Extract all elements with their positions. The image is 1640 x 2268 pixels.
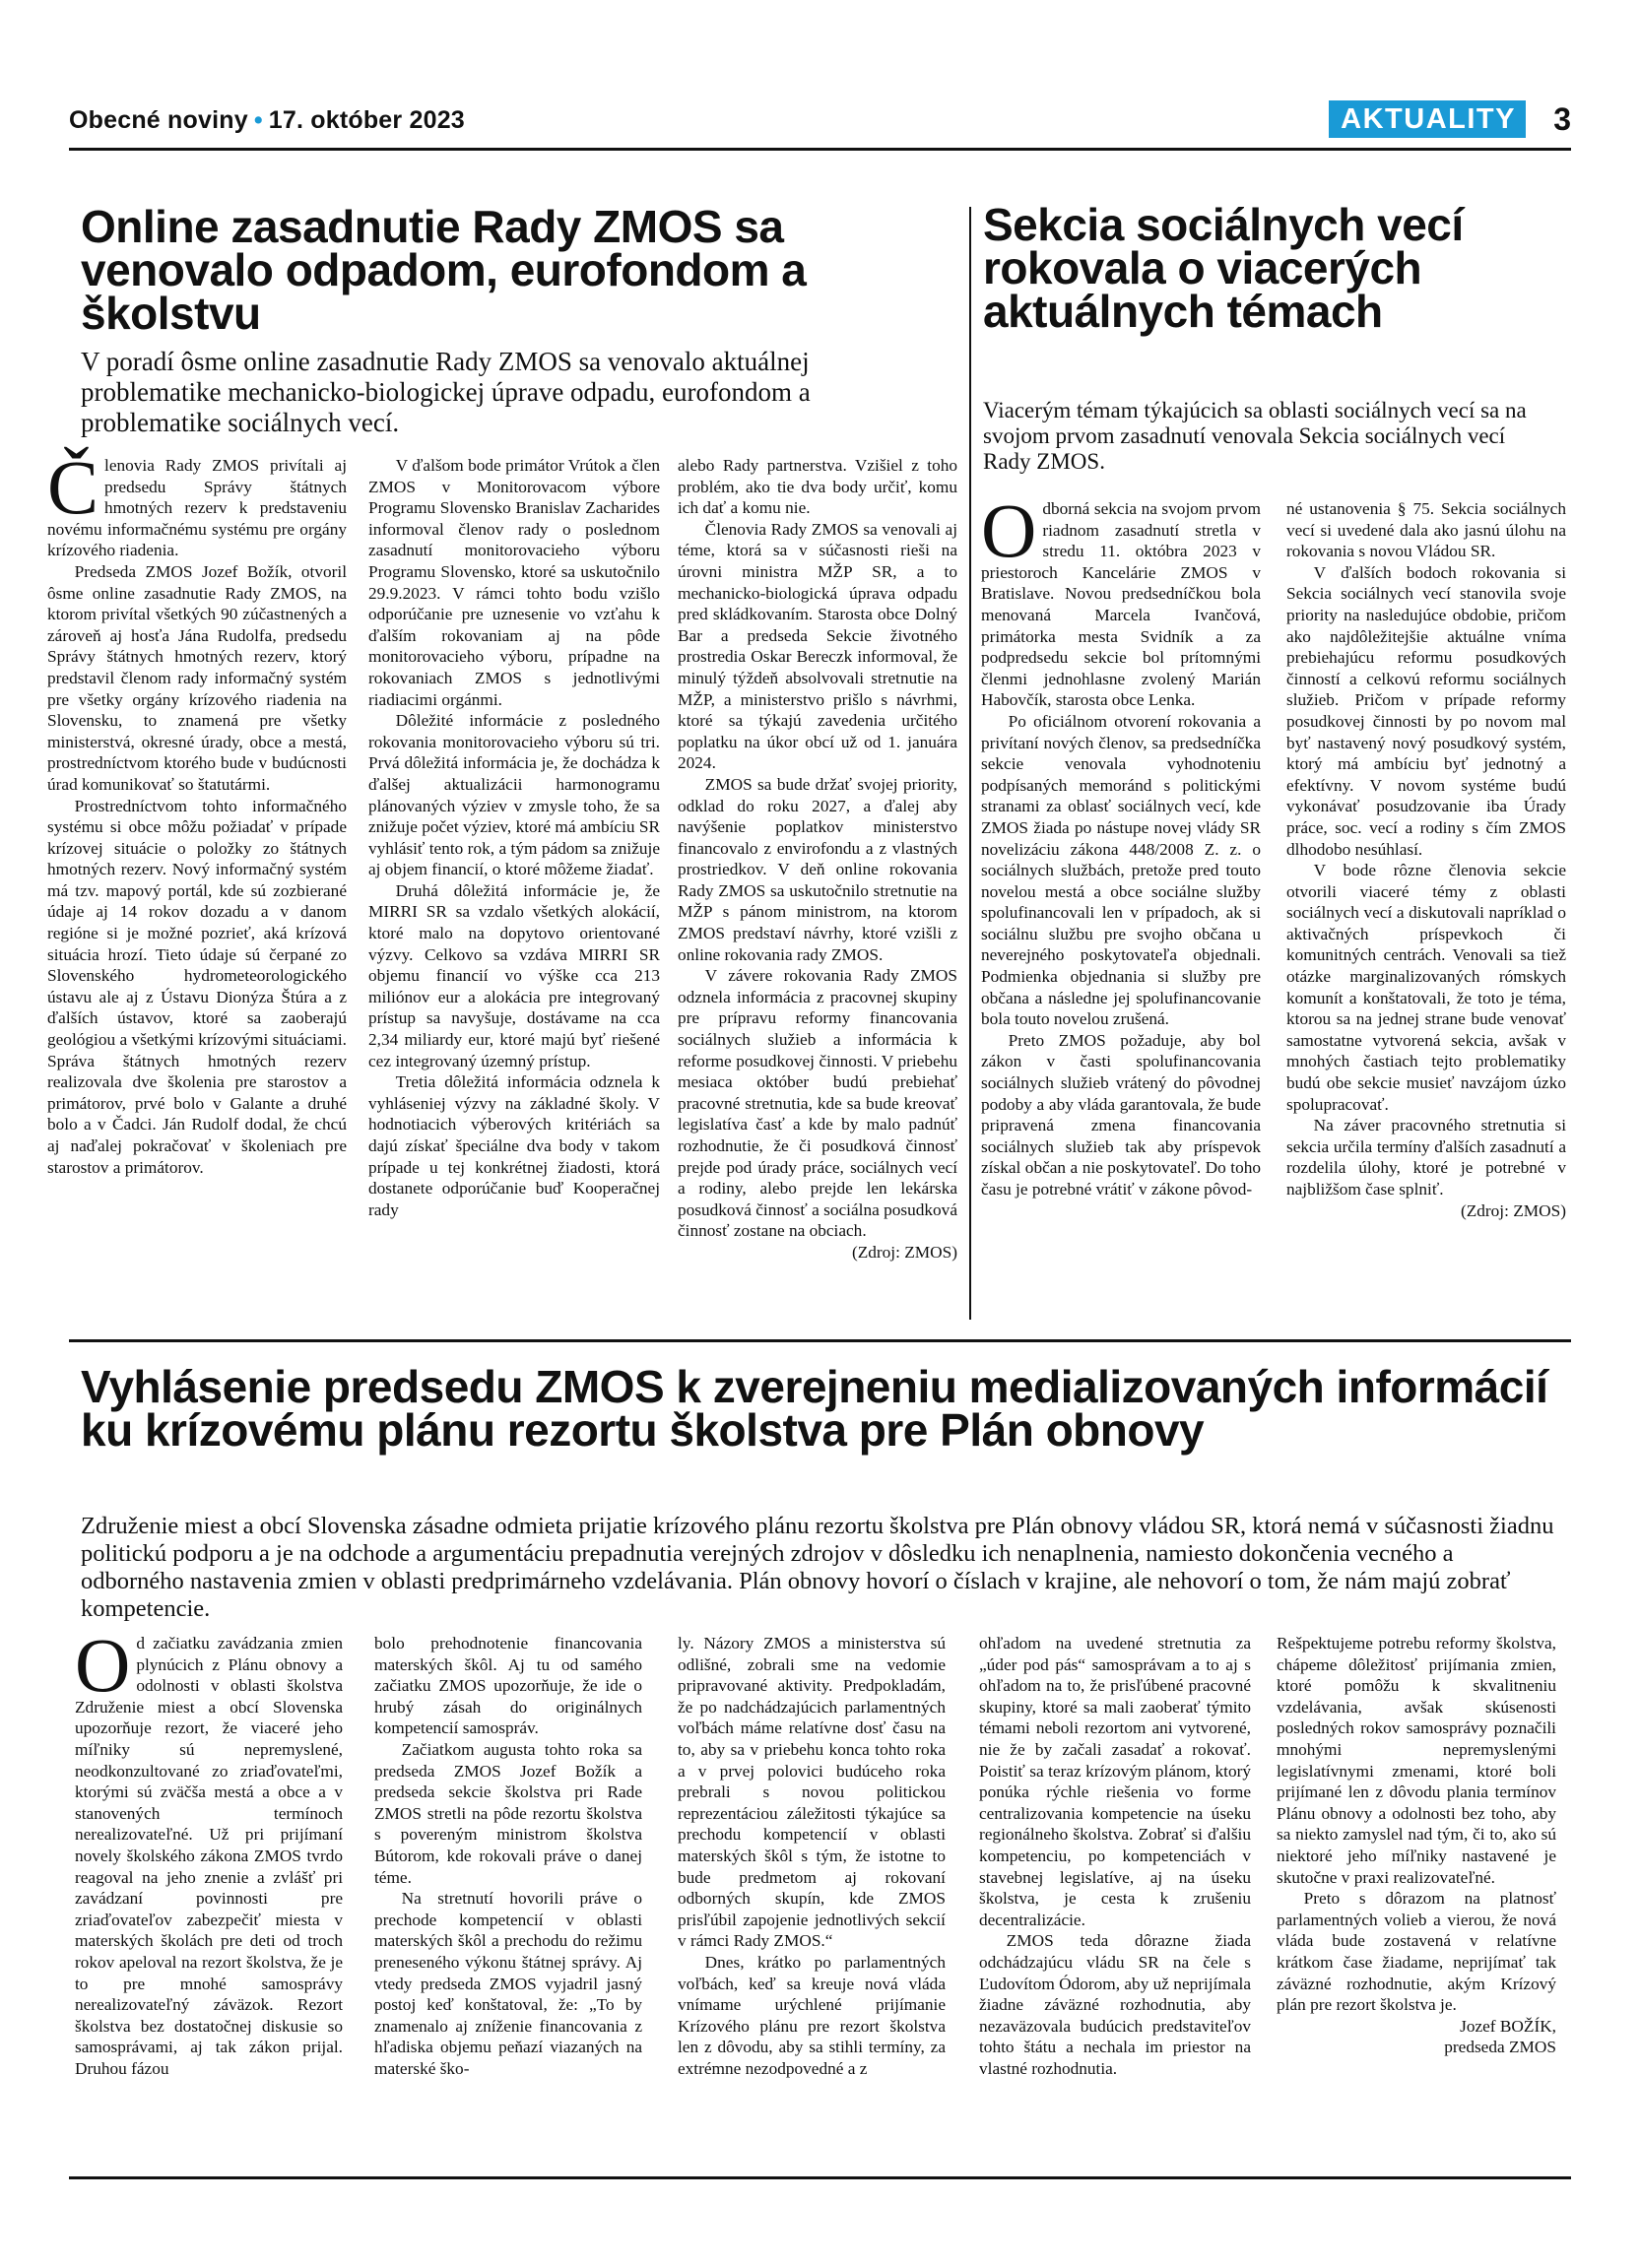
signature-name: Jozef BOŽÍK,	[1460, 2016, 1556, 2036]
footer-rule	[69, 2176, 1571, 2179]
paragraph: V ďalšom bode primátor Vrútok a člen ZMOS v Monitorovacom výbore Programu Slovensko Branislav Zacharides informoval členov rady o poslednom zasadnutí monitorovacieho výboru Programu Slovensko, ktoré sa uskutočnilo 29.9.2023. V rámci tohto bodu vzišlo odporúčanie pre uznesenie vo vzťahu k ďalším rokovaniam aj na pôde monitorovacieho výboru, prípadne na rokovaniach ZMOS s jednotlivými riadiacimi orgánmi.	[368, 456, 660, 709]
paper-name: Obecné noviny	[69, 106, 248, 134]
paragraph: V bode rôzne členovia sekcie otvorili viaceré témy z oblasti sociálnych vecí a diskutovali napríklad o aktivačných príspevkoch či komunitných centrách. Venovali sa tiež otázke marginalizovaných rómskych komunít a konštatovali, že toto je téma, ktorou sa na jednej strane bude venovať samostatne vytvorená sekcia, avšak v mnohých častiach tejto problematiky budú obe sekcie musieť navzájom úzko spolupracovať.	[1286, 861, 1566, 1114]
paragraph: ohľadom na uvedené stretnutia za „úder pod pás“ samosprávam a to aj s ohľadom na to, že prisľúbené pracovné skupiny, ktoré sa mali zaoberať týmito témami neboli rezortom ani vytvorené, nie že by začali zasadať a rokovať. Poistiť sa teraz krízovým plánom, ktorý ponúka rýchle riešenia vo forme centralizovania kompetencie na úseku regionálneho školstva. Zobrať si ďalšiu kompetenciu, po kompetenciách v stavebnej legislatíve, aj na úseku školstva, je cesta k zrušeniu decentralizácie.	[979, 1634, 1251, 1929]
section-divider	[69, 1339, 1571, 1342]
article3-column-2	[374, 1633, 642, 2079]
paragraph: Predseda ZMOS Jozef Božík, otvoril ôsme online zasadnutie Rady ZMOS, na ktorom privítal všetkých 90 zúčastnených a zároveň aj hosťa Jána Rudolfa, predsedu Správy štátnych hmotných rezerv, ktorý predstavil členom rady informačný systém pre všetky orgány krízového riadenia na Slovensku, to znamená pre všetky ministerstvá, okresné úrady, obce a mestá, prostredníctvom ktorého bude v budúcnosti úrad komunikovať so štatutármi.	[47, 561, 347, 794]
article1-lead: V poradí ôsme online zasadnutie Rady ZMOS sa venovalo aktuálnej problematike mechanicko-biologickej úprave odpadu, eurofondom a problematike sociálnych vecí.	[81, 347, 811, 437]
paragraph: d začiatku zavádzania zmien plynúcich z Plánu obnovy a odolnosti v oblasti školstva Združenie miest a obcí Slovenska upozorňuje rezort, že viaceré jeho míľniky sú nepremyslené, neodkonzultované zo zriaďovateľmi, ktorými sú zväčša mestá a obce a v stanovených termínoch nerealizovateľné. Už pri prijímaní novely školského zákona ZMOS tvrdo reagoval na jeho znenie a zvlášť pri zavádzaní povinnosti pre zriaďovateľov zabezpečiť miesta v materských školách pre deti od troch rokov apeloval na rezort školstva, že je to pre mnohé samosprávy nerealizovateľný záväzok. Rezort školstva bez dostatočnej diskusie so samosprávami, aj tak zákon prijal. Druhou fázou	[75, 1634, 343, 2078]
article1-column-2	[368, 455, 660, 1220]
paragraph: Dôležité informácie z posledného rokovania monitorovacieho výboru sú tri. Prvá dôležitá informácia je, že dochádza k ďalšej aktualizácii harmonogramu plánovaných výziev v zmysle toho, že sa znižuje počet výziev, ktoré má ambíciu SR vyhlásiť tento rok, a tým pádom sa znižuje aj objem financií, o ktoré môžeme žiadať.	[368, 711, 660, 879]
article3-title: Vyhlásenie predsedu ZMOS k zverejneniu medializovaných informácií ku krízovému plánu rezortu školstva pre Plán obnovy	[81, 1361, 1548, 1456]
paragraph: Začiatkom augusta tohto roka sa predseda ZMOS Jozef Božík a predseda sekcie školstva pri Rade ZMOS stretli na pôde rezortu školstva s povereným ministrom školstva Bútorom, kde rokovali práve o danej téme.	[374, 1739, 642, 1887]
article3-column-5	[1277, 1633, 1556, 2058]
article2-column-1	[981, 487, 1261, 1200]
article1-column-3	[678, 455, 957, 1264]
article3-lead: Združenie miest a obcí Slovenska zásadne odmieta prijatie krízového plánu rezortu školstva pre Plán obnovy vládou SR, ktorá nemá v súčasnosti žiadnu politickú podporu a je na odchode a argumentáciu prepadnutia verejných zdrojov v dôsledku ich nenaplnenia, namiesto dokončenia vecného a odborného nastavenia zmien v oblasti predprimárneho vzdelávania. Plán obnovy hovorí o číslach v krajine, ale nehovorí o tom, že nám majú zobrať kompetencie.	[81, 1513, 1554, 1622]
paragraph: né ustanovenia § 75. Sekcia sociálnych vecí si uvedené dala ako jasnú úlohu na rokovania s novou Vládou SR.	[1286, 499, 1566, 561]
paragraph: V ďalších bodoch rokovania si Sekcia sociálnych vecí stanovila svoje priority na nasledujúce obdobie, pričom ako najdôležitejšie aktuálne vníma prebiehajúcu reformu posudkových činností a celkovú reformu sociálnych služieb. Pričom v prípade reformy posudkovej činnosti by po novom mal byť nastavený nový posudkový systém, ktorý má ambíciu byť jednotný a efektívny. V novom systéme budú vykonávať posudzovanie iba Úrady práce, soc. vecí a rodiny s čím ZMOS dlhodobo nesúhlasí.	[1286, 562, 1566, 859]
article3-column-4	[979, 1633, 1251, 2079]
masthead-rule	[69, 148, 1571, 151]
paragraph: dborná sekcia na svojom prvom riadnom zasadnutí stretla v stredu 11. októbra 2023 v priestoroch Kancelárie ZMOS v Bratislave. Novou predsedníčkou bola menovaná Marcela Ivančová, primátorka mesta Svidník a za podpredsedu sekcie bol prítomnými členmi jednohlasne zvolený Marián Habovčík, starosta obce Lenka.	[981, 499, 1261, 710]
masthead-separator: •	[253, 106, 263, 134]
article3-column-3	[678, 1633, 946, 2079]
article3-dropcap: O	[75, 1622, 131, 1708]
article2-source: (Zdroj: ZMOS)	[1460, 1200, 1566, 1220]
masthead	[69, 101, 1571, 146]
article1-dropcap: Č	[47, 444, 99, 530]
paragraph: Preto ZMOS požaduje, aby bol zákon v časti spolufinancovania sociálnych služieb vrátený do pôvodnej podoby a aby vláda garantovala, že bude pripravená zmena financovania sociálnych služieb tak aby príspevok získal občan a nie poskytovateľ. Do toho času je potrebné vrátiť v zákone pôvod-	[981, 1030, 1261, 1199]
paragraph: Na stretnutí hovorili práve o prechode kompetencií v oblasti materských škôl a prechodu do režimu preneseného výkonu štátnej správy. Aj vtedy predseda ZMOS vyjadril jasný postoj keď konštatoval, že: „To by znamenalo aj zníženie financovania z hľadiska objemu peňazí viazaných na materské ško-	[374, 1889, 642, 2078]
paragraph: Rešpektujeme potrebu reformy školstva, chápeme dôležitosť prijímania zmien, ktoré pomôžu k skvalitneniu vzdelávania, avšak skúsenosti posledných rokov samosprávy poznačili mnohými nepremyslenými legislatívnymi zmenami, ktoré boli prijímané len z dôvodu plania termínov Plánu obnovy a odolnosti bez toho, aby sa niekto zamyslel nad tým, či to, ako sú niektoré jeho míľniky nastavené je skutočne v praxi realizovateľné.	[1277, 1634, 1556, 1887]
paragraph: Dnes, krátko po parlamentných voľbách, keď sa kreuje nová vláda vnímame urýchlené prijímanie Krízového plánu pre rezort školstva len z dôvodu, aby sa stihli termíny, za extrémne nezodpovedné a z	[678, 1952, 946, 2078]
paragraph: Tretia dôležitá informácia odznela k vyhláseniej výzvy na základné školy. V hodnotiacich výberových kritériách sa dajú získať špeciálne dva body v takom prípade u tej konkrétnej žiadosti, ktorá dostanete odporúčanie buď Kooperačnej rady	[368, 1072, 660, 1219]
paragraph: V závere rokovania Rady ZMOS odznela informácia z pracovnej skupiny pre prípravu reformy financovania sociálnych služieb a informácia k reforme posudkovej činnosti. V priebehu mesiaca október budú prebiehať pracovné stretnutia, kde sa bude kreovať legislatíva časť a kde by malo padnúť rozhodnutie, že či posudková činnosť prejde pod úrady práce, sociálnych vecí a rodiny, alebo prejde len lekárska posudková činnosť a sociálna posudková činnosť zostane na obciach.	[678, 966, 957, 1241]
signature-role: predseda ZMOS	[1444, 2038, 1556, 2057]
article2-lead: Viacerým témam týkajúcich sa oblasti sociálnych vecí sa na svojom prvom zasadnutí venovala Sekcia sociálnych vecí Rady ZMOS.	[983, 398, 1527, 474]
issue-date: 17. október 2023	[268, 106, 465, 134]
masthead-left	[69, 106, 465, 135]
article3-column-1	[75, 1622, 343, 2079]
paragraph: Po oficiálnom otvorení rokovania a privítaní nových členov, sa predsedníčka sekcie venovala vyhodnoteniu podpísaných memoránd s politickými stranami za oblasť sociálnych vecí, kde ZMOS žiada po nástupe novej vlády SR novelizáciu zákona 448/2008 Z. z. o sociálnych službách, pretože pred touto novelou mestá a obce sociálne služby spolufinancovali len v prípadoch, ak si sociálnu službu pre svojho občana u neverejného poskytovateľa objednali. Podmienka objednania si služby pre občana a následne jej spolufinancovanie bola touto novelou zrušená.	[981, 711, 1261, 1029]
paragraph: Prostredníctvom tohto informačného systému si obce môžu požiadať v prípade krízovej situácie o položky zo štátnych hmotných rezerv. Nový informačný systém má tzv. mapový portál, kde sú zozbierané údaje aj 14 rokov dozadu a v danom regióne si je možné pozrieť, aká krízová situácia hrozí. Tieto údaje sú čerpané zo Slovenského hydrometeorologického ústavu ale aj z Ústavu Dionýza Štúra a z ďalších ústavov, ktoré sa zaoberajú geológiou a všetkými krízovými situáciami. Správa štátnych hmotných rezerv realizovala dve školenia pre starostov a primátorov, prvé bolo v Galante a druhé bolo a v Čadci. Ján Rudolf dodal, že chcú aj naďalej pokračovať v školeniach pre starostov a primátorov.	[47, 796, 347, 1177]
paragraph: bolo prehodnotenie financovania materských škôl. Aj tu od samého začiatku ZMOS upozorňuje, že ide o hrubý zásah do originálnych kompetencií samospráv.	[374, 1634, 642, 1738]
column-divider	[969, 207, 971, 1320]
paragraph: Na záver pracovného stretnutia si sekcia určila termíny ďalších zasadnutí a rozdelila úlohy, ktoré je potrebné v najbližšom čase splniť.	[1286, 1116, 1566, 1199]
article2-title: Sekcia sociálnych vecí rokovala o viacerých aktuálnych témach	[983, 199, 1464, 337]
article1-title: Online zasadnutie Rady ZMOS sa venovalo odpadom, eurofondom a školstvu	[81, 201, 807, 339]
article1-source: (Zdroj: ZMOS)	[851, 1242, 957, 1262]
article2-column-2	[1286, 498, 1566, 1221]
paragraph: alebo Rady partnerstva. Vzišiel z toho problém, ako tie dva body určiť, komu ich dať a komu nie.	[678, 456, 957, 518]
paragraph: Druhá dôležitá informácie je, že MIRRI SR sa vzdalo všetkých alokácií, ktoré malo na dopytovo orientované výzvy. Celkovo sa vzdáva MIRRI SR objemu financií vo výške cca 213 miliónov eur a alokácia pre integrovaný prístup sa navyšuje, dostávame na cca 2,34 miliardy eur, ktoré majú byť riešené cez integrovaný územný prístup.	[368, 880, 660, 1070]
page-number: 3	[1553, 101, 1571, 137]
paragraph: ly. Názory ZMOS a ministerstva sú odlišné, zobrali sme na vedomie pripravované aktivity. Predpokladám, že po nadchádzajúcich parlamentných voľbách máme relatívne dosť času na to, aby sa v priebehu konca tohto roka a v prvej polovici budúceho roka prebrali s novou politickou reprezentáciou záležitosti týkajúce sa prechodu kompetencií v oblasti materských škôl s tým, že istotne to bude predmetom aj rokovaní odborných skupín, kde ZMOS prisľúbil zapojenie jednotlivých sekcií v rámci Rady ZMOS.“	[678, 1634, 946, 1951]
section-label: AKTUALITY	[1329, 100, 1526, 138]
paragraph: ZMOS teda dôrazne žiada odchádzajúcu vládu SR na čele s Ľudovítom Ódorom, aby už neprijímala žiadne záväzné rozhodnutia, aby nezaväzovala budúcich predstaviteľov tohto štátu a nechala im priestor na vlastné rozhodnutia.	[979, 1931, 1251, 2078]
article1-column-1	[47, 444, 347, 1178]
article2-dropcap: O	[981, 487, 1037, 573]
paragraph: lenovia Rady ZMOS privítali aj predsedu Správy štátnych hmotných rezerv k predstaveniu novému informačnému systému pre orgány krízového riadenia.	[47, 456, 347, 560]
paragraph: ZMOS sa bude držať svojej priority, odklad do roku 2027, a ďalej aby navýšenie poplatkov ministerstvo financovalo z envirofondu a z vlastných prostriedkov. V deň online rokovania Rady ZMOS sa uskutočnilo stretnutie na MŽP s pánom ministrom, na ktorom ZMOS predstaví návrhy, ktoré vzišli z online rokovania rady ZMOS.	[678, 774, 957, 964]
paragraph: Členovia Rady ZMOS sa venovali aj téme, ktorá sa v súčasnosti rieši na úrovni ministra MŽP SR, a to mechanicko-biologická úprava odpadu pred skládkovaním. Starosta obce Dolný Bar a predseda Sekcie životného prostredia Oskar Bereczk informoval, že minulý týždeň absolvovali stretnutie na MŽP, a ministerstvo prišlo s návrhmi, ktoré sa týkajú zavedenia určitého poplatku na úkor obcí už od 1. januára 2024.	[678, 519, 957, 773]
paragraph: Preto s dôrazom na platnosť parlamentných volieb a vierou, že nová vláda bude zostavená v relatívne krátkom čase žiadame, neprijímať tak záväzné rozhodnutie, akým Krízový plán pre rezort školstva je.	[1277, 1889, 1556, 2015]
